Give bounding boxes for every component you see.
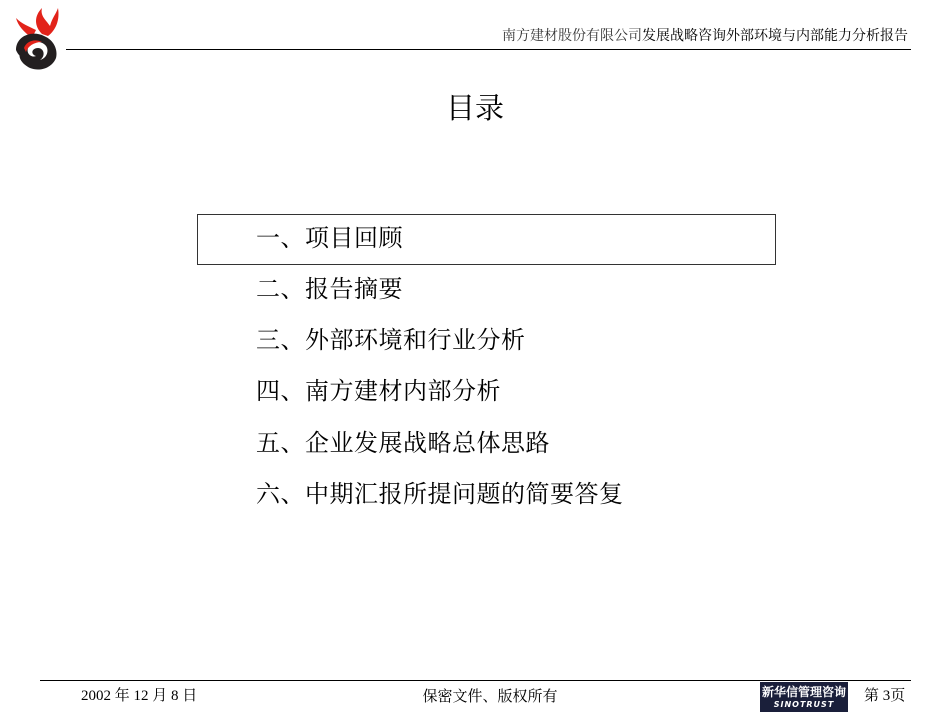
sinotrust-logo-en: SINOTRUST xyxy=(773,699,835,709)
header-divider xyxy=(66,49,911,50)
header-report-subject: 发展战略咨询外部环境与内部能力分析报告 xyxy=(642,28,908,44)
toc-item[interactable]: 五、企业发展战略总体思路 xyxy=(256,429,550,457)
page-number: 第 3页 xyxy=(864,688,906,704)
toc-item[interactable]: 二、报告摘要 xyxy=(256,275,403,303)
header-report-title xyxy=(502,27,908,45)
toc-item[interactable]: 三、外部环境和行业分析 xyxy=(256,326,526,354)
toc-item[interactable]: 一、项目回顾 xyxy=(256,224,403,252)
header-company-name: 南方建材股份有限公司 xyxy=(502,28,642,44)
toc-item[interactable]: 六、中期汇报所提问题的简要答复 xyxy=(256,480,624,508)
page-title: 目录 xyxy=(445,91,504,125)
footer-confidential-notice: 保密文件、版权所有 xyxy=(422,687,558,705)
sinotrust-logo xyxy=(760,682,848,712)
toc-item[interactable]: 四、南方建材内部分析 xyxy=(256,377,501,405)
sinotrust-logo-cn: 新华信管理咨询 xyxy=(761,684,846,699)
flame-swirl-logo-icon xyxy=(12,4,62,72)
footer-divider xyxy=(40,680,911,681)
footer-date: 2002 年 12 月 8 日 xyxy=(81,688,198,704)
